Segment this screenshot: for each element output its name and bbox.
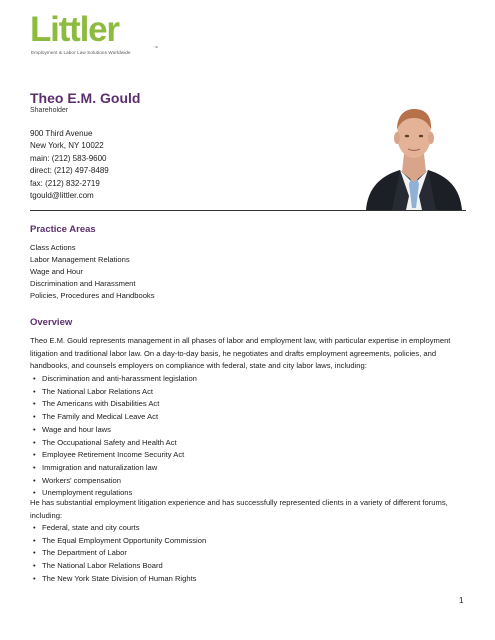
contact-email-link[interactable]: tgould@littler.com — [30, 191, 94, 201]
contact-fax: fax: (212) 832-2719 — [30, 178, 100, 188]
list-item-text: The Americans with Disabilities Act — [42, 399, 160, 409]
list-item-text: The National Labor Relations Act — [42, 386, 154, 396]
list-item — [30, 437, 197, 450]
logo-tagline: Employment & Labor Law Solutions Worldwide — [31, 50, 131, 55]
list-item — [30, 373, 197, 386]
bullet-icon: • — [33, 450, 36, 460]
bullet-icon: • — [33, 535, 36, 545]
list-item — [30, 424, 197, 437]
page-number: 1 — [459, 596, 464, 605]
attorney-name: Theo E.M. Gould — [30, 90, 141, 106]
practice-areas-heading: Practice Areas — [30, 224, 96, 235]
contact-direct-phone: direct: (212) 497-8489 — [30, 166, 109, 176]
bullet-icon: • — [33, 399, 36, 409]
list-item-text: The Department of Labor — [42, 548, 127, 558]
bullet-icon: • — [33, 523, 36, 532]
list-item-text: Federal, state and city courts — [42, 523, 140, 532]
practice-area-item: Policies, Procedures and Handbooks — [30, 291, 155, 301]
list-item-text: Workers' compensation — [42, 475, 121, 485]
bullet-icon: • — [33, 412, 36, 422]
bullet-icon: • — [33, 573, 36, 583]
list-item — [30, 398, 197, 411]
contact-main-phone: main: (212) 583-9600 — [30, 153, 107, 163]
bullet-icon: • — [33, 488, 36, 498]
overview-paragraph-2: He has substantial employment litigation experience and has successfully represented clients in a variety of different forums, including: — [30, 498, 448, 520]
list-item — [30, 449, 197, 462]
list-item — [30, 535, 206, 548]
portrait-image — [362, 96, 466, 210]
list-item-text: Unemployment regulations — [42, 488, 133, 498]
bullet-icon: • — [33, 374, 36, 383]
contact-block — [30, 128, 109, 202]
overview-heading: Overview — [30, 317, 73, 328]
practice-area-item: Labor Management Relations — [30, 255, 130, 265]
bullet-icon: • — [33, 475, 36, 485]
contact-address: 900 Third Avenue — [30, 129, 93, 138]
practice-areas-list — [30, 242, 155, 302]
bullet-icon: • — [33, 386, 36, 396]
list-item — [30, 386, 197, 399]
logo-trademark: ™ — [154, 45, 158, 50]
list-item-text: Employee Retirement Income Security Act — [42, 450, 185, 460]
list-item — [30, 462, 197, 475]
list-item-text: The Family and Medical Leave Act — [42, 412, 159, 422]
contact-city: New York, NY 10022 — [30, 141, 104, 151]
compliance-law-list — [30, 373, 197, 500]
list-item — [30, 522, 206, 535]
list-item — [30, 475, 197, 488]
attorney-portrait — [362, 96, 466, 210]
list-item — [30, 547, 206, 560]
practice-area-item: Wage and Hour — [30, 267, 83, 277]
littler-logo — [30, 12, 170, 58]
list-item-text: Immigration and naturalization law — [42, 462, 158, 472]
list-item — [30, 560, 206, 573]
bullet-icon: • — [33, 548, 36, 558]
list-item — [30, 573, 206, 586]
list-item — [30, 411, 197, 424]
practice-area-item: Discrimination and Harassment — [30, 279, 136, 289]
bullet-icon: • — [33, 561, 36, 571]
overview-paragraph-1: Theo E.M. Gould represents management in all phases of labor and employment law, with particular expertise in employment litigation and traditional labor law. On a day-to-day basis, he negotiates and drafts employment agreements, policies, and handbooks, and counsels employers on compliance with federal, state and city labor laws, including: — [30, 336, 451, 371]
list-item-text: Wage and hour laws — [42, 424, 111, 434]
logo-wordmark: Littler — [30, 10, 119, 49]
forums-list — [30, 522, 206, 586]
bullet-icon: • — [33, 437, 36, 447]
bullet-icon: • — [33, 424, 36, 434]
attorney-title: Shareholder — [30, 107, 69, 114]
list-item-text: The Equal Employment Opportunity Commission — [42, 535, 207, 545]
list-item-text: The New York State Division of Human Rights — [42, 573, 197, 583]
list-item-text: The Occupational Safety and Health Act — [42, 437, 177, 447]
bullet-icon: • — [33, 462, 36, 472]
practice-area-item: Class Actions — [30, 243, 76, 252]
list-item-text: Discrimination and anti-harassment legislation — [42, 374, 197, 383]
list-item-text: The National Labor Relations Board — [42, 561, 163, 571]
header-divider — [30, 210, 466, 211]
